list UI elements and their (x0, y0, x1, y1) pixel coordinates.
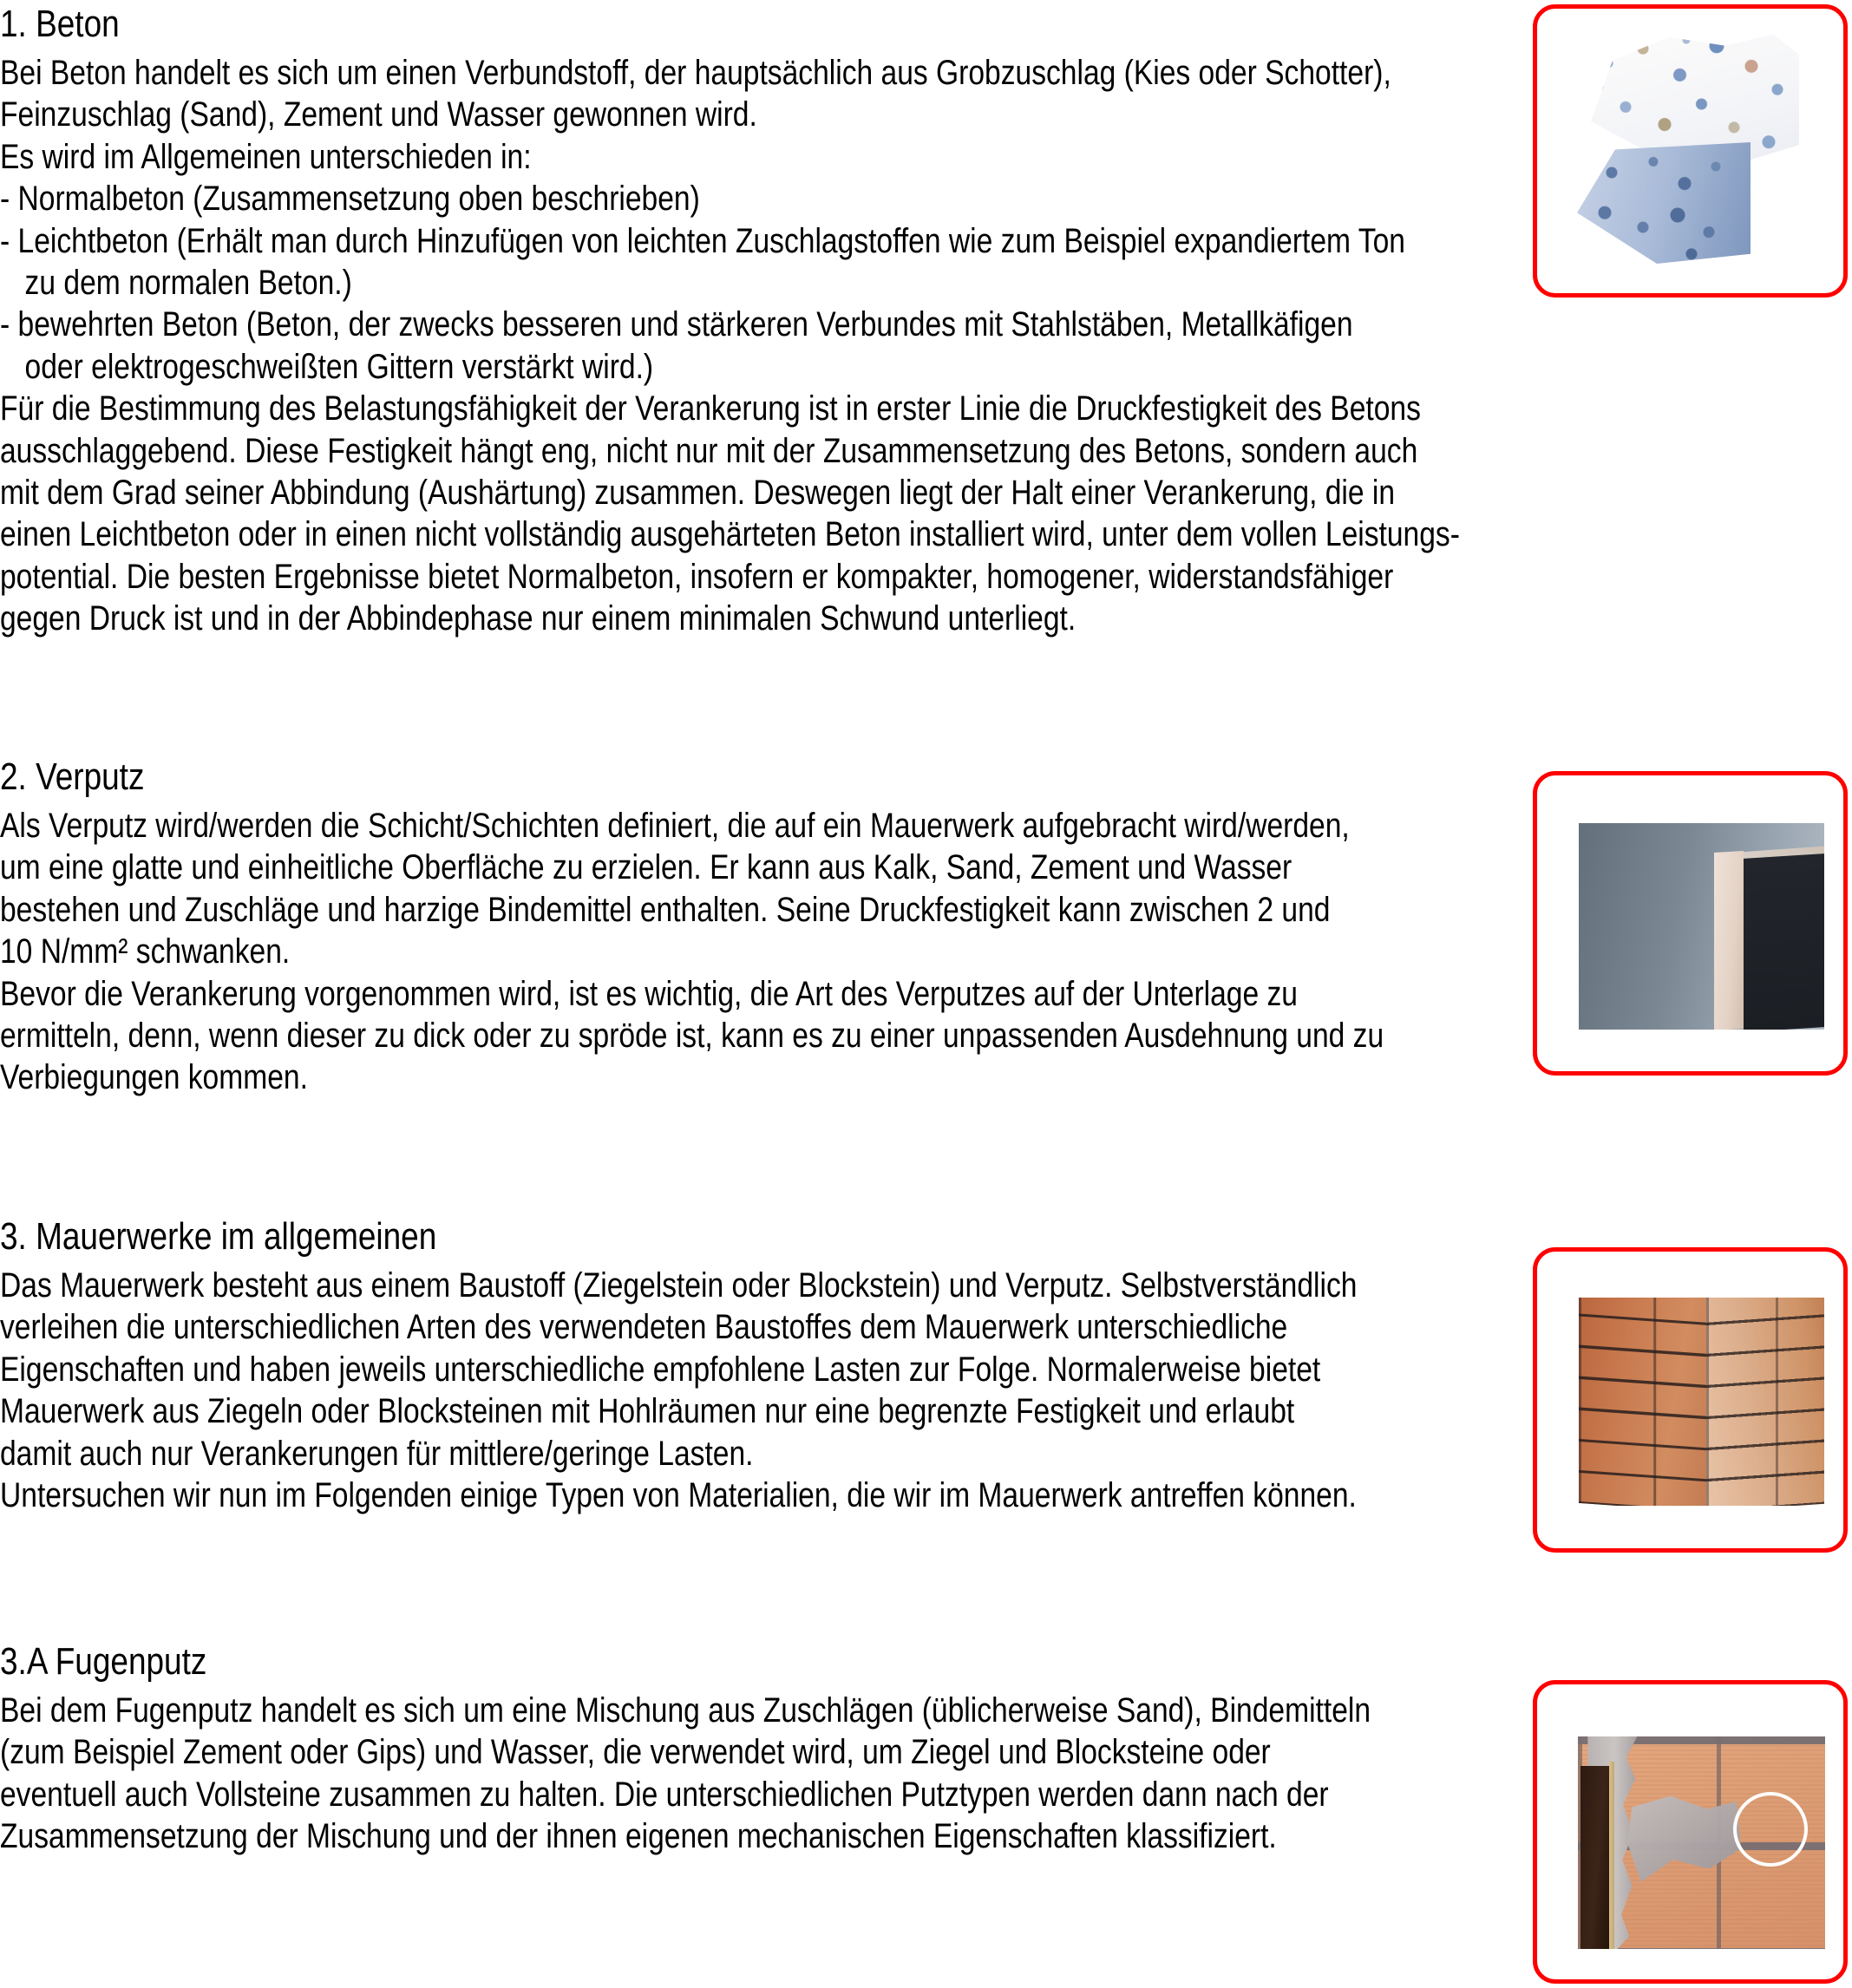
concrete-block-illustration (1577, 31, 1803, 264)
photo-frame-plaster-wall (1533, 771, 1848, 1076)
plaster-wall-illustration (1579, 823, 1824, 1030)
body-line: Bei Beton handelt es sich um einen Verbundstoff, der hauptsächlich aus Grobzuschlag (Kies oder Schotter), (0, 54, 1391, 92)
body-line: eventuell auch Vollsteine zusammen zu halten. Die unterschiedlichen Putztypen werden dann nach der (0, 1775, 1329, 1814)
section-fugenputz (0, 1639, 1475, 1858)
body-line: Es wird im Allgemeinen unterschieden in: (0, 137, 532, 176)
door-opening (1580, 1766, 1610, 1949)
body-line: Untersuchen wir nun im Folgenden einige Typen von Materialien, die wir im Mauerwerk antreffen können. (0, 1476, 1357, 1515)
section-mauerwerke (0, 1214, 1475, 1516)
section-heading: 1. Beton (0, 3, 120, 45)
brick-face-right (1706, 1298, 1824, 1506)
highlight-circle-annotation (1733, 1792, 1808, 1867)
section-verputz (0, 755, 1475, 1099)
body-line: verleihen die unterschiedlichen Arten des verwendeten Baustoffes dem Mauerwerk unterschiedliche (0, 1308, 1288, 1347)
photo-frame-concrete-block (1533, 4, 1848, 298)
section-beton (0, 2, 1475, 640)
body-line: Für die Bestimmung des Belastungsfähigkeit der Verankerung ist in erster Linie die Druckfestigkeit des Betons (0, 389, 1421, 428)
photo-frame-brick-corner (1533, 1247, 1848, 1553)
wall-opening (1744, 853, 1824, 1030)
body-line: einen Leichtbeton oder in einen nicht vollständig ausgehärteten Beton installiert wird, unter dem vollen Leistungs- (0, 515, 1460, 554)
mortar-joint-illustration (1578, 1736, 1825, 1949)
body-line: um eine glatte und einheitliche Oberfläche zu erzielen. Er kann aus Kalk, Sand, Zement und Wasser (0, 848, 1292, 887)
body-line: mit dem Grad seiner Abbindung (Aushärtung) zusammen. Deswegen liegt der Halt einer Verankerung, die in (0, 474, 1396, 513)
body-line: Bei dem Fugenputz handelt es sich um eine Mischung aus Zuschlägen (üblicherweise Sand), Bindemitteln (0, 1691, 1371, 1730)
body-line: damit auch nur Verankerungen für mittlere/geringe Lasten. (0, 1434, 754, 1473)
body-line: potential. Die besten Ergebnisse bietet Normalbeton, insofern er kompakter, homogener, widerstandsfähiger (0, 557, 1394, 596)
body-line: Als Verputz wird/werden die Schicht/Schichten definiert, die auf ein Mauerwerk aufgebracht wird/werden, (0, 807, 1350, 845)
body-line: ausschlaggebend. Diese Festigkeit hängt eng, nicht nur mit der Zusammensetzung des Betons, sondern auch (0, 431, 1418, 470)
brick-face-left (1579, 1298, 1706, 1506)
body-line: oder elektrogeschweißten Gittern verstärkt wird.) (24, 347, 654, 386)
body-line: ermitteln, denn, wenn dieser zu dick oder zu spröde ist, kann es zu einer unpassenden Ausdehnung und zu (0, 1017, 1384, 1056)
plaster-jamb (1714, 851, 1744, 1030)
body-line: gegen Druck ist und in der Abbindephase nur einem minimalen Schwund unterliegt. (0, 599, 1077, 638)
body-line: zu dem normalen Beton.) (24, 264, 352, 303)
concrete-side-face (1577, 142, 1751, 264)
body-line: Zusammensetzung der Mischung und der ihnen eigenen mechanischen Eigenschaften klassifiziert. (0, 1817, 1277, 1856)
body-line: Mauerwerk aus Ziegeln oder Blocksteinen mit Hohlräumen nur eine begrenzte Festigkeit und erlaubt (0, 1392, 1295, 1431)
body-line: (zum Beispiel Zement oder Gips) und Wasser, die verwendet wird, um Ziegel und Blocksteine oder (0, 1733, 1271, 1772)
body-line: Feinzuschlag (Sand), Zement und Wasser gewonnen wird. (0, 95, 757, 134)
brick-corner-illustration (1579, 1298, 1824, 1506)
body-line: bestehen und Zuschläge und harzige Bindemittel enthalten. Seine Druckfestigkeit kann zwischen 2 und (0, 890, 1331, 929)
body-line: 10 N/mm² schwanken. (0, 932, 291, 971)
body-line: - Leichtbeton (Erhält man durch Hinzufügen von leichten Zuschlagstoffen wie zum Beispiel expandiertem Ton (0, 221, 1405, 260)
body-line: Verbiegungen kommen. (0, 1058, 308, 1097)
body-line: Das Mauerwerk besteht aus einem Baustoff (Ziegelstein oder Blockstein) und Verputz. Selbstverständlich (0, 1266, 1358, 1305)
section-heading: 3. Mauerwerke im allgemeinen (0, 1215, 437, 1258)
body-line: - Normalbeton (Zusammensetzung oben beschrieben) (0, 180, 700, 219)
body-line: Bevor die Verankerung vorgenommen wird, ist es wichtig, die Art des Verputzes auf der Unterlage zu (0, 974, 1298, 1013)
section-heading: 3.A Fugenputz (0, 1640, 207, 1683)
body-line: - bewehrten Beton (Beton, der zwecks besseren und stärkeren Verbundes mit Stahlstäben, Metallkäfigen (0, 305, 1353, 344)
section-heading: 2. Verputz (0, 755, 145, 798)
door-frame-strip (1609, 1762, 1614, 1949)
body-line: Eigenschaften und haben jeweils unterschiedliche empfohlene Lasten zur Folge. Normalerweise bietet (0, 1350, 1321, 1389)
photo-frame-mortar-joints (1533, 1680, 1848, 1984)
